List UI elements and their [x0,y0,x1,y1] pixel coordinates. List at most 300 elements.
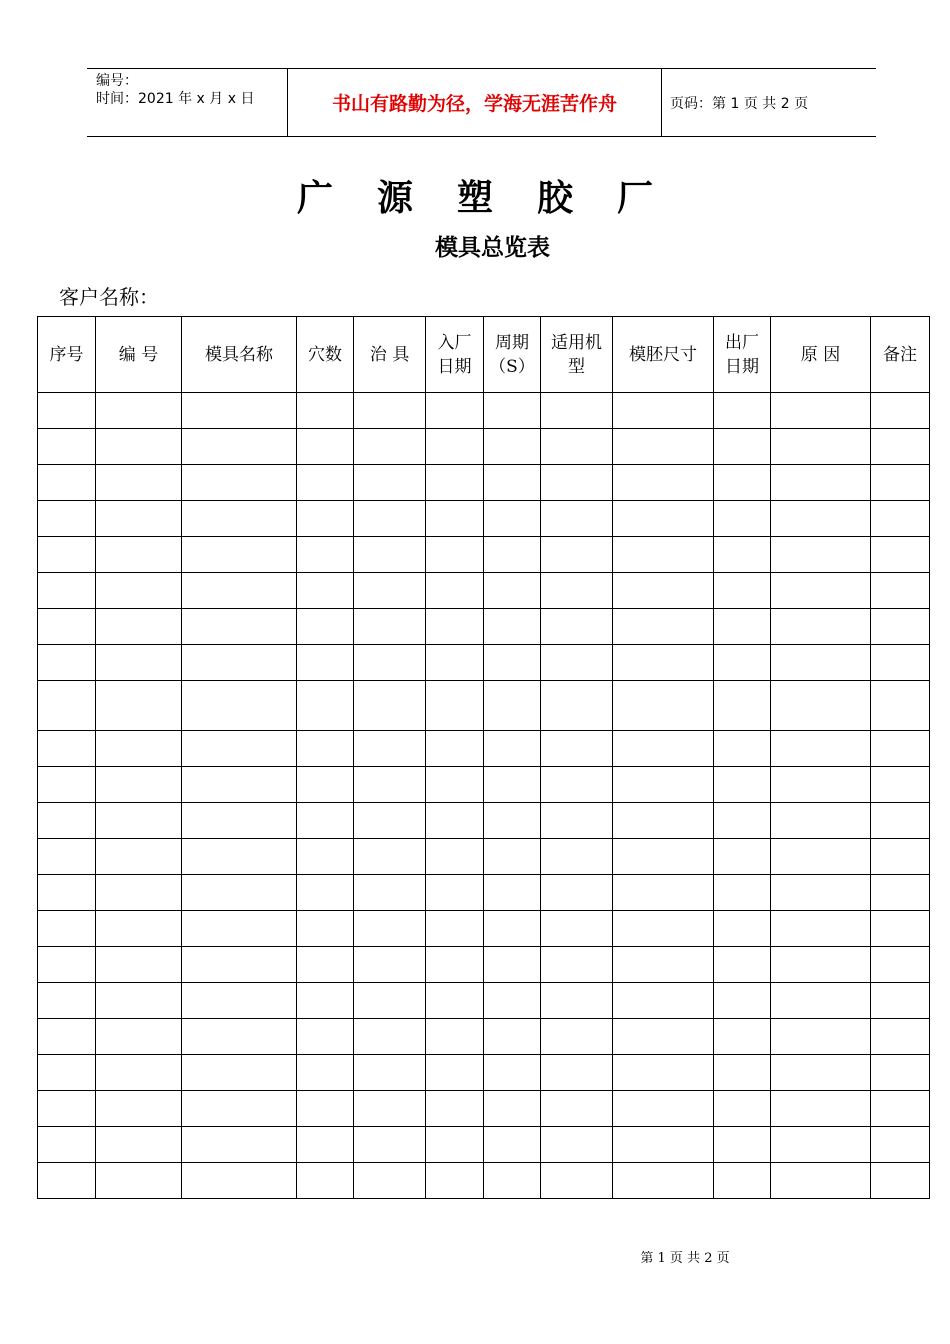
table-cell[interactable] [714,731,771,767]
table-cell[interactable] [96,1163,182,1199]
table-cell[interactable] [182,731,297,767]
table-cell[interactable] [96,875,182,911]
table-cell[interactable] [541,1019,613,1055]
table-cell[interactable] [96,1019,182,1055]
table-cell[interactable] [871,573,930,609]
table-cell[interactable] [426,875,484,911]
table-cell[interactable] [182,767,297,803]
table-cell[interactable] [182,501,297,537]
col-header-entry-date: 入厂日期 [437,332,472,377]
table-cell[interactable] [541,465,613,501]
table-cell[interactable] [426,501,484,537]
table-cell[interactable] [426,393,484,429]
table-cell[interactable] [182,645,297,681]
table-cell[interactable] [871,393,930,429]
table-cell[interactable] [771,947,871,983]
mold-overview-table [37,316,930,1199]
table-cell[interactable] [541,1163,613,1199]
table-cell[interactable] [182,609,297,645]
table-cell[interactable] [426,429,484,465]
table-cell[interactable] [38,731,96,767]
table-cell[interactable] [541,1055,613,1091]
table-cell[interactable] [484,429,541,465]
table-row [38,1091,930,1127]
table-cell[interactable] [96,609,182,645]
table-cell[interactable] [354,983,426,1019]
table-cell[interactable] [871,1055,930,1091]
table-cell[interactable] [426,983,484,1019]
table-cell[interactable] [871,465,930,501]
table-row [38,1019,930,1055]
table-row [38,501,930,537]
table-cell[interactable] [297,501,354,537]
col-header-machine-model: 适用机型 [551,332,602,377]
table-cell[interactable] [96,393,182,429]
table-row [38,573,930,609]
table-cell[interactable] [182,681,297,731]
table-cell[interactable] [297,429,354,465]
table-cell[interactable] [96,465,182,501]
table-cell[interactable] [771,731,871,767]
col-header-mold-base-size: 模胚尺寸 [613,317,714,393]
table-cell[interactable] [426,767,484,803]
table-cell[interactable] [297,609,354,645]
table-cell[interactable] [96,1127,182,1163]
table-cell[interactable] [354,875,426,911]
table-cell[interactable] [771,983,871,1019]
table-cell[interactable] [714,911,771,947]
table-cell[interactable] [541,501,613,537]
table-cell[interactable] [771,573,871,609]
table-cell[interactable] [297,1091,354,1127]
table-cell[interactable] [714,875,771,911]
table-cell[interactable] [613,947,714,983]
table-cell[interactable] [613,537,714,573]
table-cell[interactable] [613,1055,714,1091]
table-cell[interactable] [484,731,541,767]
table-cell[interactable] [714,537,771,573]
table-cell[interactable] [484,911,541,947]
table-cell[interactable] [354,767,426,803]
table-cell[interactable] [182,537,297,573]
table-cell[interactable] [714,1163,771,1199]
table-cell[interactable] [871,609,930,645]
table-cell[interactable] [771,429,871,465]
table-cell[interactable] [613,911,714,947]
table-cell[interactable] [426,731,484,767]
table-cell[interactable] [871,803,930,839]
table-cell[interactable] [871,947,930,983]
table-cell[interactable] [613,645,714,681]
table-cell[interactable] [96,1055,182,1091]
table-cell[interactable] [297,911,354,947]
table-cell[interactable] [613,1127,714,1163]
table-cell[interactable] [354,947,426,983]
table-cell[interactable] [871,537,930,573]
table-cell[interactable] [354,839,426,875]
table-cell[interactable] [871,983,930,1019]
table-cell[interactable] [871,1127,930,1163]
table-cell[interactable] [871,1019,930,1055]
table-cell[interactable] [297,393,354,429]
table-cell[interactable] [484,947,541,983]
table-row [38,875,930,911]
table-cell[interactable] [613,731,714,767]
col-header-cycle: 周期（S） [489,332,535,377]
table-cell[interactable] [38,501,96,537]
table-cell[interactable] [871,501,930,537]
table-cell[interactable] [426,947,484,983]
table-cell[interactable] [354,1091,426,1127]
table-cell[interactable] [297,1163,354,1199]
table-cell[interactable] [354,537,426,573]
table-cell[interactable] [871,1163,930,1199]
table-cell[interactable] [38,1127,96,1163]
table-cell[interactable] [714,1127,771,1163]
table-cell[interactable] [182,1055,297,1091]
table-cell[interactable] [182,429,297,465]
table-cell[interactable] [484,1127,541,1163]
document-subtitle: 模具总览表 [435,235,550,261]
table-row [38,609,930,645]
header-meta [87,69,287,136]
table-cell[interactable] [182,465,297,501]
table-cell[interactable] [38,609,96,645]
table-cell[interactable] [426,1127,484,1163]
table-cell[interactable] [96,429,182,465]
table-cell[interactable] [96,731,182,767]
table-cell[interactable] [541,803,613,839]
table-cell[interactable] [771,1127,871,1163]
table-cell[interactable] [96,983,182,1019]
col-header-code: 编 号 [96,317,182,393]
table-cell[interactable] [96,1091,182,1127]
table-cell[interactable] [354,429,426,465]
table-cell[interactable] [484,767,541,803]
table-cell[interactable] [541,875,613,911]
table-cell[interactable] [541,947,613,983]
table-cell[interactable] [714,501,771,537]
table-cell[interactable] [484,681,541,731]
table-row [38,1127,930,1163]
table-cell[interactable] [426,1091,484,1127]
table-cell[interactable] [714,429,771,465]
table-cell[interactable] [613,1091,714,1127]
table-cell[interactable] [182,983,297,1019]
table-cell[interactable] [297,1127,354,1163]
table-cell[interactable] [38,681,96,731]
table-cell[interactable] [426,1019,484,1055]
table-cell[interactable] [297,731,354,767]
table-cell[interactable] [484,875,541,911]
table-cell[interactable] [613,681,714,731]
table-cell[interactable] [613,429,714,465]
table-cell[interactable] [38,839,96,875]
table-cell[interactable] [484,1055,541,1091]
table-cell[interactable] [613,983,714,1019]
table-cell[interactable] [771,537,871,573]
table-cell[interactable] [771,911,871,947]
table-cell[interactable] [771,875,871,911]
table-cell[interactable] [354,1019,426,1055]
table-cell[interactable] [714,465,771,501]
table-cell[interactable] [771,839,871,875]
table-cell[interactable] [182,803,297,839]
table-cell[interactable] [871,681,930,731]
table-cell[interactable] [354,803,426,839]
table-cell[interactable] [297,803,354,839]
table-cell[interactable] [354,731,426,767]
table-cell[interactable] [714,681,771,731]
table-cell[interactable] [297,573,354,609]
table-cell[interactable] [714,947,771,983]
table-cell[interactable] [771,1163,871,1199]
table-cell[interactable] [613,767,714,803]
table-cell[interactable] [38,803,96,839]
table-cell[interactable] [541,731,613,767]
table-cell[interactable] [484,1019,541,1055]
table-cell[interactable] [354,1127,426,1163]
table-row [38,731,930,767]
table-cell[interactable] [871,645,930,681]
table-cell[interactable] [96,681,182,731]
table-cell[interactable] [38,393,96,429]
table-cell[interactable] [771,393,871,429]
table-cell[interactable] [714,393,771,429]
table-cell[interactable] [182,1127,297,1163]
table-cell[interactable] [297,537,354,573]
table-cell[interactable] [38,767,96,803]
table-row [38,983,930,1019]
table-cell[interactable] [484,839,541,875]
table-cell[interactable] [484,465,541,501]
table-row [38,947,930,983]
table-row [38,1163,930,1199]
table-cell[interactable] [771,1019,871,1055]
col-header-exit-date: 出厂日期 [725,332,759,377]
table-cell[interactable] [354,465,426,501]
table-cell[interactable] [771,465,871,501]
table-cell[interactable] [613,803,714,839]
table-cell[interactable] [484,983,541,1019]
table-row [38,429,930,465]
table-cell[interactable] [426,645,484,681]
table-cell[interactable] [426,1055,484,1091]
table-cell[interactable] [714,573,771,609]
table-cell[interactable] [38,537,96,573]
table-cell[interactable] [541,393,613,429]
table-cell[interactable] [484,1091,541,1127]
table-cell[interactable] [541,645,613,681]
table-cell[interactable] [714,839,771,875]
table-cell[interactable] [354,501,426,537]
table-cell[interactable] [771,803,871,839]
table-cell[interactable] [297,645,354,681]
col-header-mold-name: 模具名称 [182,317,297,393]
table-cell[interactable] [484,393,541,429]
table-cell[interactable] [96,947,182,983]
table-cell[interactable] [426,911,484,947]
table-row [38,803,930,839]
table-cell[interactable] [297,1055,354,1091]
table-cell[interactable] [96,645,182,681]
table-cell[interactable] [182,911,297,947]
table-cell[interactable] [714,1055,771,1091]
table-cell[interactable] [871,731,930,767]
table-cell[interactable] [38,465,96,501]
table-cell[interactable] [714,803,771,839]
table-cell[interactable] [96,839,182,875]
table-cell[interactable] [354,609,426,645]
table-cell[interactable] [541,911,613,947]
table-cell[interactable] [714,645,771,681]
table-cell[interactable] [871,767,930,803]
table-cell[interactable] [541,1127,613,1163]
table-cell[interactable] [871,429,930,465]
table-cell[interactable] [182,875,297,911]
table-cell[interactable] [871,875,930,911]
table-cell[interactable] [182,393,297,429]
table-cell[interactable] [541,681,613,731]
table-cell[interactable] [613,1019,714,1055]
table-cell[interactable] [38,1019,96,1055]
table-cell[interactable] [297,875,354,911]
table-cell[interactable] [426,573,484,609]
table-cell[interactable] [714,1091,771,1127]
table-cell[interactable] [38,573,96,609]
table-cell[interactable] [484,609,541,645]
table-cell[interactable] [541,767,613,803]
table-cell[interactable] [613,839,714,875]
table-cell[interactable] [541,983,613,1019]
table-cell[interactable] [426,681,484,731]
col-header-cavities: 穴数 [297,317,354,393]
table-cell[interactable] [182,1019,297,1055]
header-motto: 书山有路勤为径，学海无涯苦作舟 [287,69,662,136]
table-cell[interactable] [297,767,354,803]
table-cell[interactable] [541,609,613,645]
table-cell[interactable] [871,911,930,947]
col-header-serial: 序号 [38,317,96,393]
table-cell[interactable] [714,609,771,645]
table-cell[interactable] [297,465,354,501]
table-cell[interactable] [613,1163,714,1199]
table-cell[interactable] [354,393,426,429]
table-cell[interactable] [182,573,297,609]
table-cell[interactable] [297,681,354,731]
table-cell[interactable] [484,501,541,537]
table-cell[interactable] [38,645,96,681]
col-header-remarks: 备注 [871,317,930,393]
table-cell[interactable] [297,947,354,983]
table-cell[interactable] [771,501,871,537]
table-cell[interactable] [297,839,354,875]
table-cell[interactable] [871,1091,930,1127]
table-cell[interactable] [613,465,714,501]
table-cell[interactable] [613,609,714,645]
page-header [87,68,876,137]
table-cell[interactable] [426,465,484,501]
table-cell[interactable] [613,501,714,537]
table-cell[interactable] [484,573,541,609]
table-cell[interactable] [771,1091,871,1127]
table-cell[interactable] [771,767,871,803]
table-cell[interactable] [771,1055,871,1091]
table-cell[interactable] [182,947,297,983]
table-cell[interactable] [96,767,182,803]
table-cell[interactable] [426,839,484,875]
header-page-info: 页码：第 1 页 共 2 页 [670,95,809,112]
table-cell[interactable] [38,1055,96,1091]
table-cell[interactable] [541,537,613,573]
table-cell[interactable] [541,1091,613,1127]
table-cell[interactable] [354,681,426,731]
table-cell[interactable] [613,573,714,609]
table-cell[interactable] [771,645,871,681]
table-cell[interactable] [426,803,484,839]
table-cell[interactable] [38,1163,96,1199]
table-cell[interactable] [714,983,771,1019]
table-cell[interactable] [38,983,96,1019]
table-cell[interactable] [354,1055,426,1091]
table-cell[interactable] [182,1163,297,1199]
table-cell[interactable] [38,947,96,983]
table-cell[interactable] [96,911,182,947]
table-cell[interactable] [714,767,771,803]
table-cell[interactable] [38,911,96,947]
table-cell[interactable] [426,1163,484,1199]
table-cell[interactable] [426,537,484,573]
customer-name-label: 客户名称： [59,285,159,309]
table-cell[interactable] [182,1091,297,1127]
table-cell[interactable] [354,911,426,947]
table-cell[interactable] [484,1163,541,1199]
table-cell[interactable] [297,983,354,1019]
table-row [38,1055,930,1091]
table-cell[interactable] [771,681,871,731]
table-cell[interactable] [96,501,182,537]
table-cell[interactable] [38,429,96,465]
table-cell[interactable] [484,537,541,573]
page-footer: 第 1 页 共 2 页 [640,1251,730,1266]
table-row [38,767,930,803]
table-cell[interactable] [541,429,613,465]
table-cell[interactable] [613,393,714,429]
document-title: 广源塑胶厂 [296,178,697,219]
table-cell[interactable] [426,609,484,645]
table-cell[interactable] [354,1163,426,1199]
table-cell[interactable] [354,573,426,609]
table-cell[interactable] [96,537,182,573]
table-cell[interactable] [714,1019,771,1055]
table-cell[interactable] [541,839,613,875]
table-cell[interactable] [484,803,541,839]
table-cell[interactable] [541,573,613,609]
table-cell[interactable] [96,573,182,609]
table-row [38,645,930,681]
table-cell[interactable] [96,803,182,839]
time-label: 时间：2021 年 x 月 x 日 [96,91,255,107]
table-cell[interactable] [354,645,426,681]
table-cell[interactable] [38,875,96,911]
table-cell[interactable] [38,1091,96,1127]
table-cell[interactable] [297,1019,354,1055]
table-cell[interactable] [871,839,930,875]
table-cell[interactable] [484,645,541,681]
table-cell[interactable] [182,839,297,875]
table-cell[interactable] [613,875,714,911]
table-cell[interactable] [771,609,871,645]
